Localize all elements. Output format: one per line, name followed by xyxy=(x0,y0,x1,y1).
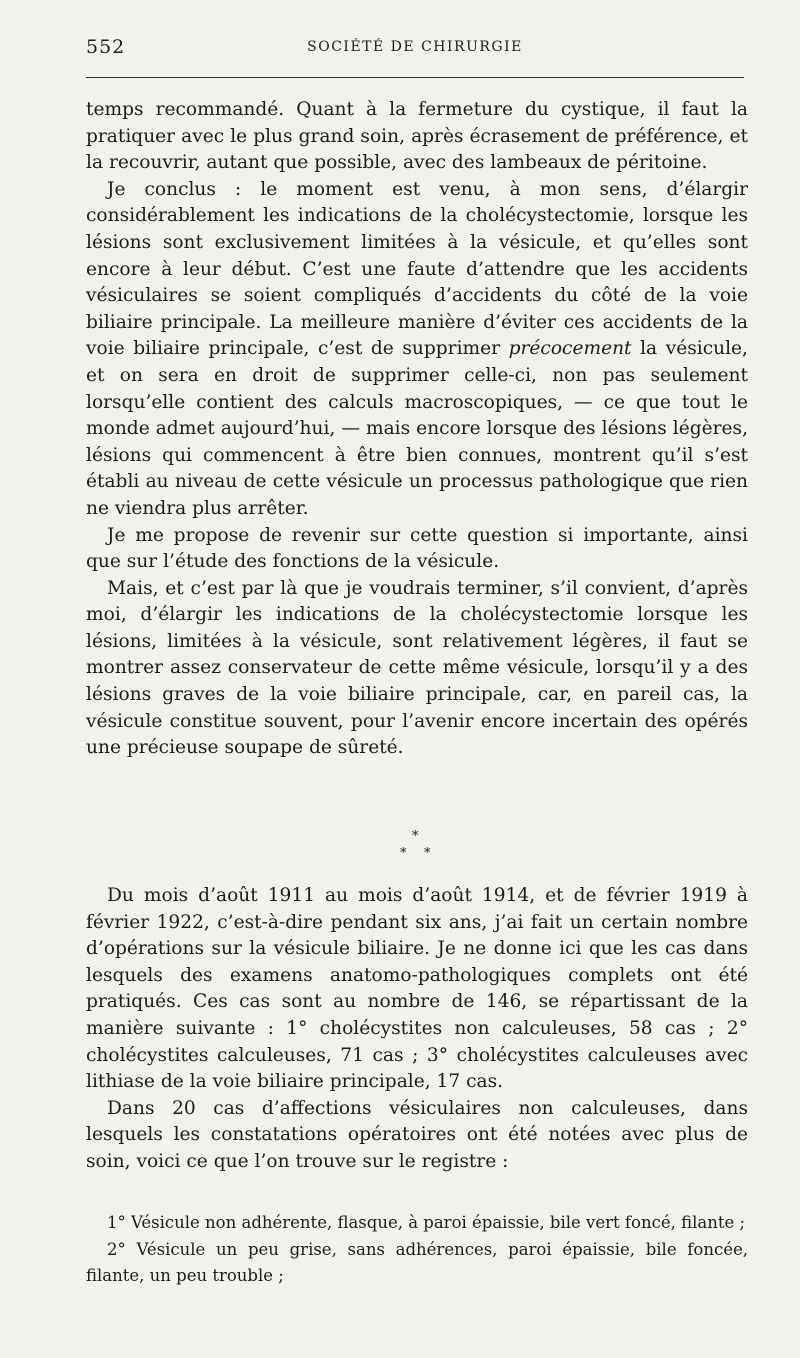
emphasis-precocement: précocement xyxy=(508,338,632,360)
page-number: 552 xyxy=(86,36,126,58)
register-item: 1° Vésicule non adhérente, flasque, à paroi épaissie, bile vert foncé, filante ; xyxy=(107,1213,746,1232)
paragraph: temps recommandé. Quant à la fermeture du cystique, il faut la pratiquer avec le plus grand soin, après écrasement de préférence, et la recouvrir, autant que possible, avec des lambeaux de péritoine. xyxy=(86,99,748,174)
text-run: la vésicule, et on sera en droit de supprimer celle-ci, non pas seulement lorsqu’elle contient des calculs macroscopiques, — ce que tout le monde admet aujourd’hui, — mais encore lorsque des lésions légères, lésions qui commencent à être bien connues, montrent qu’il s’est établi au niveau de cette vésicule un processus pathologique que rien ne viendra plus arrêter. xyxy=(86,338,748,519)
conclusion-section xyxy=(86,97,748,762)
star-glyph: * xyxy=(412,829,419,844)
star-glyph: * xyxy=(400,846,407,861)
paragraph-conclusion xyxy=(86,177,748,523)
running-title: SOCIÉTÉ DE CHIRURGIE xyxy=(307,39,523,55)
register-item: 2° Vésicule un peu grise, sans adhérences, paroi épaissie, bile foncée, filante, un peu trouble ; xyxy=(86,1239,748,1285)
asterism-separator xyxy=(395,830,435,870)
header-rule xyxy=(86,77,744,78)
statistics-section xyxy=(86,883,748,1176)
register-list xyxy=(86,1210,748,1290)
paragraph: Du mois d’août 1911 au mois d’août 1914, et de février 1919 à février 1922, c’est-à-dire pendant six ans, j’ai fait un certain nombre d’opérations sur la vésicule biliaire. Je ne donne ici que les cas dans lesquels des examens anatomo-pathologiques complets ont été pratiqués. Ces cas sont au nombre de 146, se répartissant de la manière suivante : 1° cholécystites non calculeuses, 58 cas ; 2° cholécystites calculeuses, 71 cas ; 3° cholécystites calculeuses avec lithiase de la voie biliaire principale, 17 cas. xyxy=(86,885,748,1093)
paragraph: Je me propose de revenir sur cette question si importante, ainsi que sur l’étude des fonctions de la vésicule. xyxy=(86,524,748,573)
paragraph: Mais, et c’est par là que je voudrais terminer, s’il convient, d’après moi, d’élargir les indications de la cholécystectomie lorsque les lésions, limitées à la vésicule, sont relativement légères, il faut se montrer assez conservateur de cette même vésicule, lorsqu’il y a des lésions graves de la voie biliaire principale, car, en pareil cas, la vésicule constitue souvent, pour l’avenir encore incertain des opérés une précieuse soupape de sûreté. xyxy=(86,577,748,759)
paragraph: Dans 20 cas d’affections vésiculaires non calculeuses, dans lesquels les constatations opératoires ont été notées avec plus de soin, voici ce que l’on trouve sur le registre : xyxy=(86,1097,748,1172)
text-run: Je conclus : le moment est venu, à mon sens, d’élargir considérablement les indications de la cholécystectomie, lorsque les lésions sont exclusivement limitées à la vésicule, et qu’elles sont encore à leur début. C’est une faute d’attendre que les accidents vésiculaires se soient compliqués d’accidents du côté de la voie biliaire principale. La meilleure manière d’éviter ces accidents de la voie biliaire principale, c’est de supprimer xyxy=(86,178,748,360)
page-header xyxy=(86,36,744,60)
star-glyph: * xyxy=(424,846,431,861)
